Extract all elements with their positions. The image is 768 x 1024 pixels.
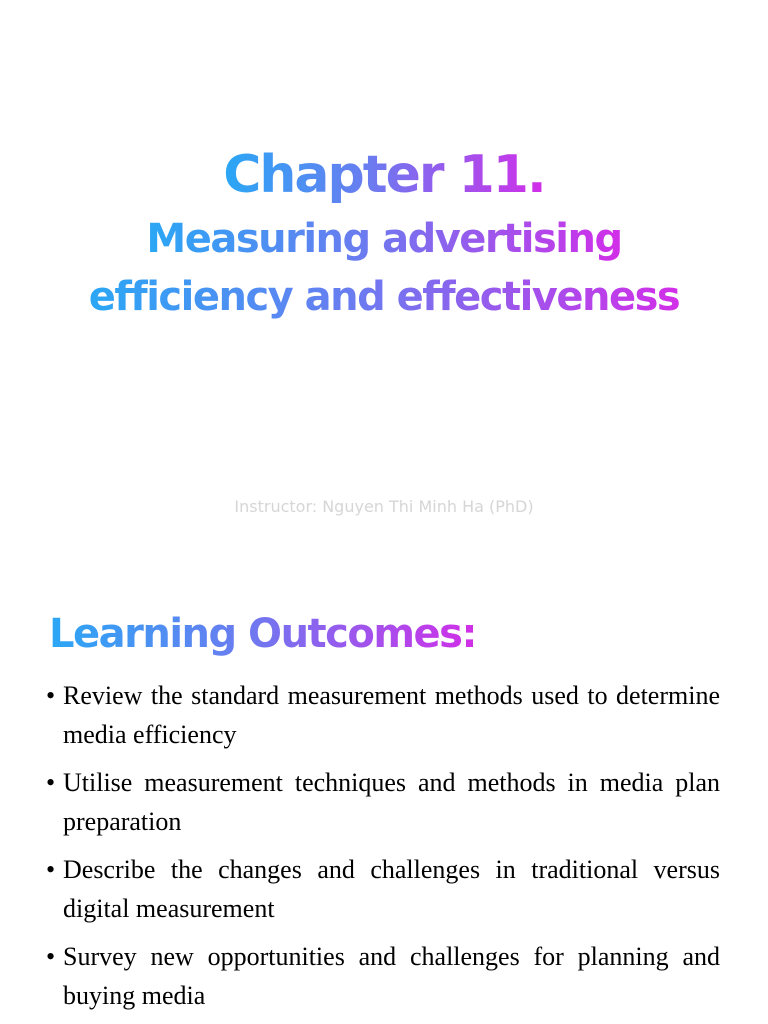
- list-item: [46, 937, 720, 1015]
- subtitle-line-1: Measuring advertising: [146, 210, 621, 268]
- outcome-text: Survey new opportunities and challenges for planning and buying media: [63, 942, 720, 1010]
- bullet-icon: •: [46, 768, 56, 797]
- list-item: [46, 763, 720, 841]
- outcomes-heading: Learning Outcomes:: [49, 606, 476, 662]
- bullet-icon: •: [46, 681, 56, 710]
- learning-outcomes-slide: [0, 576, 768, 1024]
- list-item: [46, 850, 720, 928]
- outcome-text: Utilise measurement techniques and methods in media plan preparation: [63, 768, 720, 836]
- bullet-icon: •: [46, 942, 56, 971]
- chapter-title: Chapter 11.: [223, 140, 544, 210]
- outcomes-list: [46, 676, 720, 1024]
- bullet-icon: •: [46, 855, 56, 884]
- instructor-credit: Instructor: Nguyen Thi Minh Ha (PhD): [234, 497, 534, 516]
- title-block: [0, 140, 768, 326]
- outcome-text: Review the standard measurement methods used to determine media efficiency: [63, 681, 720, 749]
- subtitle-line-2: efficiency and effectiveness: [89, 268, 679, 326]
- outcome-text: Describe the changes and challenges in traditional versus digital measurement: [63, 855, 720, 923]
- list-item: [46, 676, 720, 754]
